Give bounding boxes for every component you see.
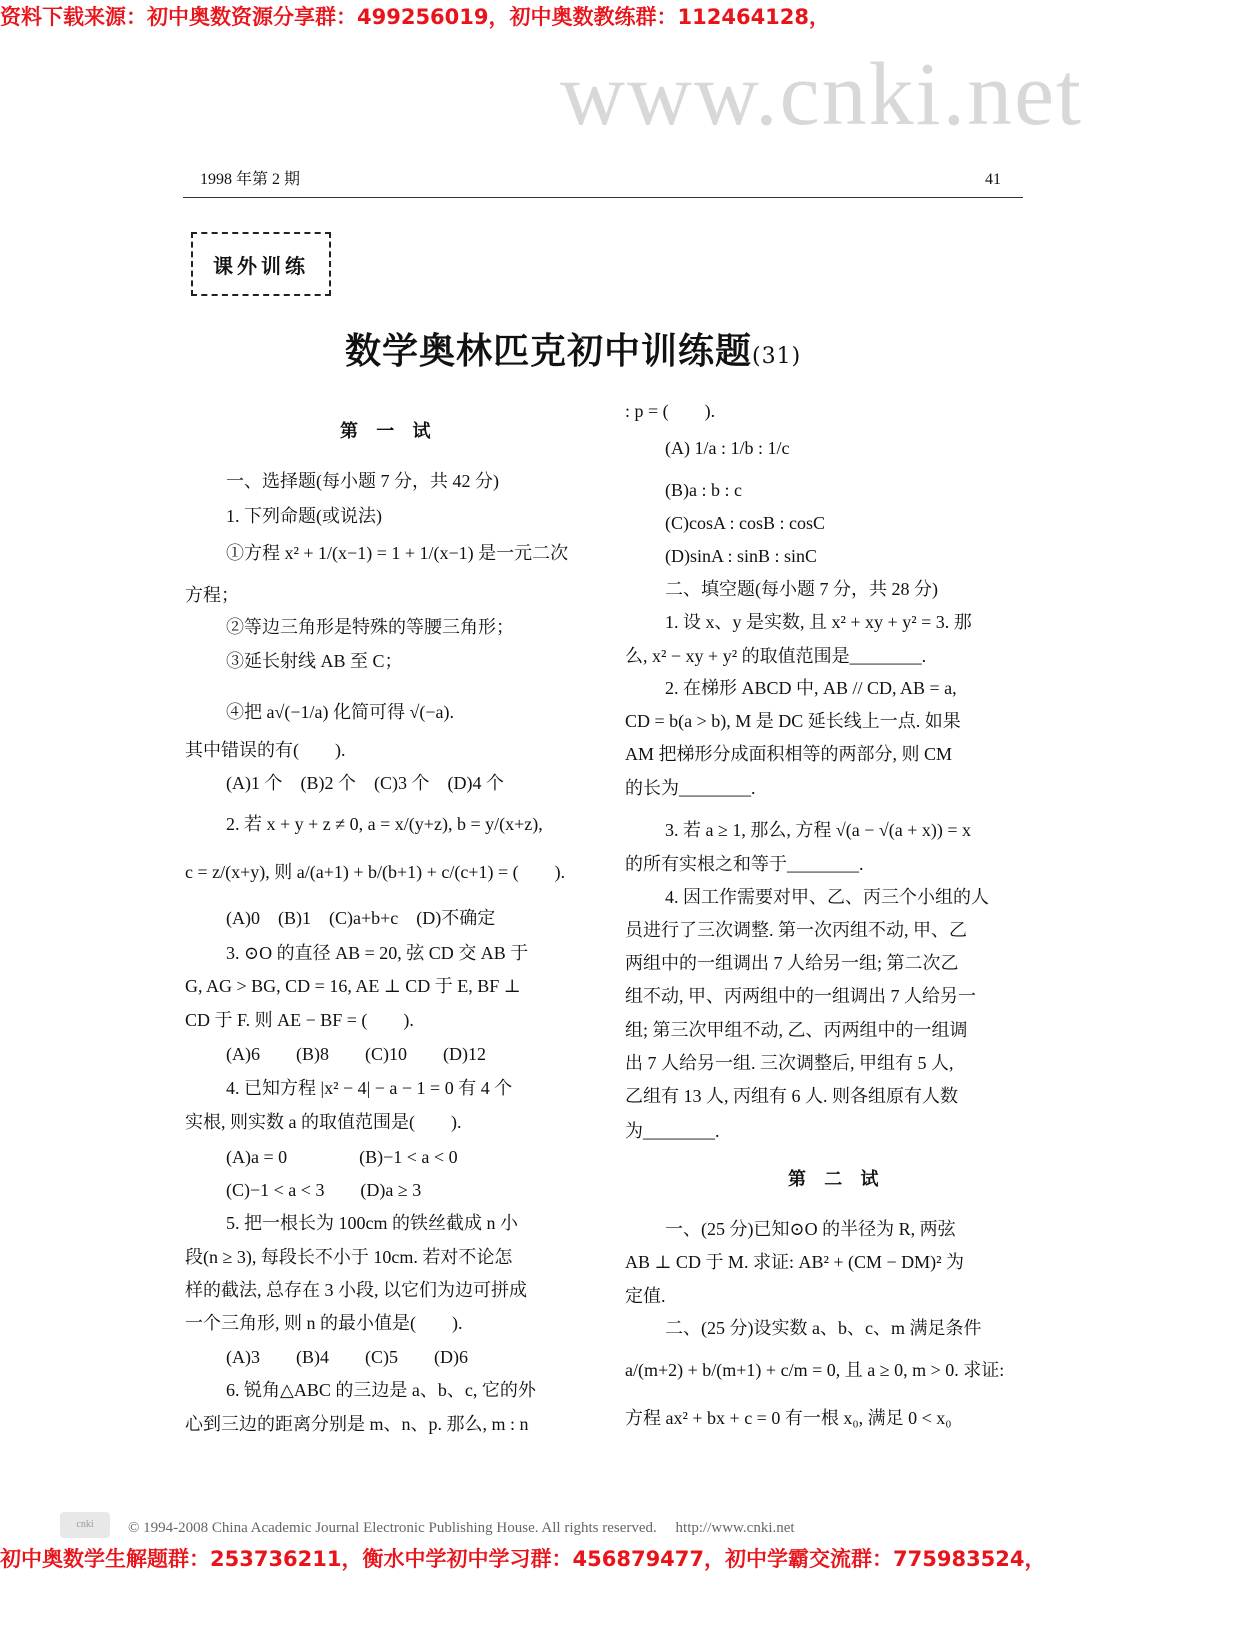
text-line: 2. 在梯形 ABCD 中, AB // CD, AB = a, bbox=[665, 678, 957, 698]
text-line: 方程 ax² + bx + c = 0 有一根 x₀, 满足 0 < x₀ bbox=[625, 1408, 952, 1428]
text-line: 实根, 则实数 a 的取值范围是( ). bbox=[185, 1112, 462, 1132]
text-line: G, AG > BG, CD = 16, AE ⊥ CD 于 E, BF ⊥ bbox=[185, 976, 521, 996]
text-line: AB ⊥ CD 于 M. 求证: AB² + (CM − DM)² 为 bbox=[625, 1252, 965, 1272]
title-number: (31) bbox=[752, 344, 802, 369]
section-heading-1: 第 一 试 bbox=[340, 421, 437, 442]
text-line: 的所有实根之和等于________. bbox=[625, 854, 864, 874]
text-line: 段(n ≥ 3), 每段长不小于 10cm. 若对不论怎 bbox=[185, 1247, 513, 1267]
watermark: www.cnki.net bbox=[560, 45, 1084, 144]
header-rule bbox=[183, 197, 1023, 198]
text-line: AM 把梯形分成面积相等的两部分, 则 CM bbox=[625, 744, 953, 764]
issue-label: 1998 年第 2 期 bbox=[200, 171, 301, 188]
text-line: 员进行了三次调整. 第一次丙组不动, 甲、乙 bbox=[625, 920, 967, 940]
text-line: (C)−1 < a < 3 (D)a ≥ 3 bbox=[226, 1180, 422, 1200]
column-label: 课外训练 bbox=[191, 232, 331, 296]
text-line: (A)6 (B)8 (C)10 (D)12 bbox=[226, 1044, 486, 1064]
text-line: (A)3 (B)4 (C)5 (D)6 bbox=[226, 1347, 468, 1367]
text-line: ③延长射线 AB 至 C； bbox=[226, 651, 403, 671]
text-line: ④把 a√(−1/a) 化简可得 √(−a). bbox=[226, 702, 455, 722]
text-line: 组不动, 甲、丙两组中的一组调出 7 人给另一 bbox=[625, 986, 976, 1006]
page-number: 41 bbox=[985, 171, 1001, 188]
text-line: 一、选择题(每小题 7 分，共 42 分) bbox=[226, 471, 499, 491]
text-line: (C)cosA : cosB : cosC bbox=[665, 513, 825, 533]
text-line: 心到三边的距离分别是 m、n、p. 那么, m : n bbox=[185, 1414, 529, 1434]
section-heading-2: 第 二 试 bbox=[788, 1169, 885, 1190]
text-line: (A)a = 0 (B)−1 < a < 0 bbox=[226, 1147, 458, 1167]
top-banner: 资料下载来源：初中奥数资源分享群：499256019，初中奥数教练群：112464128， bbox=[0, 5, 831, 29]
text-line: c = z/(x+y), 则 a/(a+1) + b/(b+1) + c/(c+1) = ( ). bbox=[185, 862, 566, 882]
text-line: 二、(25 分)设实数 a、b、c、m 满足条件 bbox=[665, 1318, 982, 1338]
text-line: 为________. bbox=[625, 1121, 720, 1141]
text-line: CD = b(a > b), M 是 DC 延长线上一点. 如果 bbox=[625, 711, 961, 731]
text-line: 4. 已知方程 |x² − 4| − a − 1 = 0 有 4 个 bbox=[226, 1078, 513, 1098]
text-line: 方程； bbox=[185, 585, 239, 605]
text-line: 么, x² − xy + y² 的取值范围是________. bbox=[625, 646, 927, 666]
text-line: (A)1 个 (B)2 个 (C)3 个 (D)4 个 bbox=[226, 773, 504, 793]
bottom-banner: 初中奥数学生解题群：253736211，衡水中学初中学习群：456879477，初中学霸交流群：775983524， bbox=[0, 1547, 1046, 1571]
text-line: 二、填空题(每小题 7 分，共 28 分) bbox=[665, 579, 938, 599]
text-line: 4. 因工作需要对甲、乙、丙三个小组的人 bbox=[665, 887, 989, 907]
article-title bbox=[345, 330, 801, 379]
text-line: : p = ( ). bbox=[625, 401, 716, 421]
text-line: 3. 若 a ≥ 1, 那么, 方程 √(a − √(a + x)) = x bbox=[665, 820, 972, 840]
text-line: 出 7 人给另一组. 三次调整后, 甲组有 5 人, bbox=[625, 1053, 954, 1073]
text-line: (A)0 (B)1 (C)a+b+c (D)不确定 bbox=[226, 908, 496, 928]
text-line: 两组中的一组调出 7 人给另一组; 第二次乙 bbox=[625, 953, 959, 973]
text-line: 5. 把一根长为 100cm 的铁丝截成 n 小 bbox=[226, 1213, 518, 1233]
cnki-logo: cnki bbox=[60, 1512, 110, 1538]
text-line: 其中错误的有( ). bbox=[185, 740, 346, 760]
text-line: 定值. bbox=[625, 1286, 666, 1306]
text-line: 一个三角形, 则 n 的最小值是( ). bbox=[185, 1313, 463, 1333]
title-text: 数学奥林匹克初中训练题 bbox=[345, 331, 753, 372]
text-line: 1. 下列命题(或说法) bbox=[226, 506, 382, 526]
text-line: 样的截法, 总存在 3 小段, 以它们为边可拼成 bbox=[185, 1280, 527, 1300]
text-line: ①方程 x² + 1/(x−1) = 1 + 1/(x−1) 是一元二次 bbox=[226, 543, 569, 563]
text-line: (B)a : b : c bbox=[665, 480, 742, 500]
text-line: ②等边三角形是特殊的等腰三角形； bbox=[226, 617, 514, 637]
text-line: 组; 第三次甲组不动, 乙、丙两组中的一组调 bbox=[625, 1020, 968, 1040]
text-line: (A) 1/a : 1/b : 1/c bbox=[665, 438, 790, 458]
text-line: a/(m+2) + b/(m+1) + c/m = 0, 且 a ≥ 0, m > 0. 求证: bbox=[625, 1360, 1005, 1380]
text-line: 一、(25 分)已知⊙O 的半径为 R, 两弦 bbox=[665, 1219, 956, 1239]
text-line: 的长为________. bbox=[625, 778, 756, 798]
text-line: 2. 若 x + y + z ≠ 0, a = x/(y+z), b = y/(x+z), bbox=[226, 814, 543, 834]
text-line: 6. 锐角△ABC 的三边是 a、b、c, 它的外 bbox=[226, 1380, 536, 1400]
text-line: 乙组有 13 人, 丙组有 6 人. 则各组原有人数 bbox=[625, 1086, 958, 1106]
copyright-footer: © 1994-2008 China Academic Journal Electronic Publishing House. All rights reserved. http://www.cnki.net bbox=[128, 1520, 795, 1536]
text-line: 3. ⊙O 的直径 AB = 20, 弦 CD 交 AB 于 bbox=[226, 943, 529, 963]
text-line: (D)sinA : sinB : sinC bbox=[665, 546, 818, 566]
text-line: CD 于 F. 则 AE − BF = ( ). bbox=[185, 1010, 414, 1030]
text-line: 1. 设 x、y 是实数, 且 x² + xy + y² = 3. 那 bbox=[665, 612, 972, 632]
